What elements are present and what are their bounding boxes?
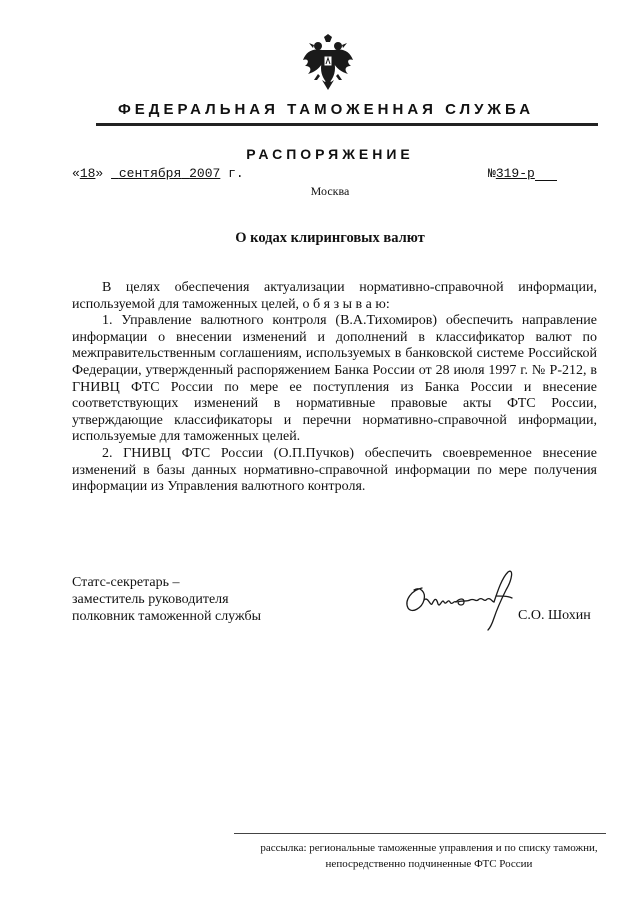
body-paragraph: 2. ГНИВЦ ФТС России (О.П.Пучков) обеспечить своевременное внесение изменений в базы данных нормативно-справочной информации по мере получения информации из Управления валютного контроля. <box>72 445 597 495</box>
date-month: сентября <box>118 166 182 181</box>
number-value: 319-р <box>495 166 535 181</box>
header-divider <box>96 123 598 126</box>
document-subject: О кодах клиринговых валют <box>235 230 425 246</box>
signer-name: С.О. Шохин <box>518 608 591 623</box>
distribution-list <box>234 840 624 872</box>
document-city: Москва <box>310 184 350 198</box>
agency-name: ФЕДЕРАЛЬНАЯ ТАМОЖЕННАЯ СЛУЖБА <box>117 101 535 118</box>
document-type: РАСПОРЯЖЕНИЕ <box>246 146 414 162</box>
date-suffix: г. <box>228 166 244 181</box>
document-body <box>72 280 597 496</box>
signer-title <box>72 574 261 625</box>
distribution-line: рассылка: региональные таможенные управления и по списку таможни, <box>260 842 598 854</box>
date-open-quote: « <box>72 166 80 181</box>
date-year: 2007 <box>189 166 221 181</box>
footer-divider <box>234 833 606 834</box>
document-number <box>488 166 557 181</box>
handwritten-signature <box>398 566 528 632</box>
signer-title-line: полковник таможенной службы <box>72 609 262 624</box>
distribution-line: непосредственно подчиненные ФТС России <box>325 858 533 870</box>
number-label: № <box>488 166 496 181</box>
body-paragraph: 1. Управление валютного контроля (В.А.Тихомиров) обеспечить направление информации о внесении изменений и дополнений в классификатор валют по межправительственным соглашениям, используемых в банковской системе Российской Федерации, утвержденный распоряжением Банка России от 28 июля 1997 г. № Р-212, в ГНИВЦ ФТС России по мере ее поступления из Банка России и внесение соответствующих изменений в нормативные правовые акты ФТС России, утверждающие классификаторы и перечни нормативно-справочной информации, используемые для таможенных целей. <box>72 313 597 445</box>
date-close-quote: » <box>95 166 104 181</box>
body-paragraph: В целях обеспечения актуализации нормативно-справочной информации, используемой для таможенных целей, о б я з ы в а ю: <box>72 280 597 312</box>
date-day: 18 <box>79 166 96 181</box>
document-date <box>72 166 244 181</box>
signer-title-line: Статс-секретарь – <box>72 575 180 590</box>
signer-title-line: заместитель руководителя <box>72 592 229 607</box>
double-headed-eagle-icon <box>302 34 354 90</box>
